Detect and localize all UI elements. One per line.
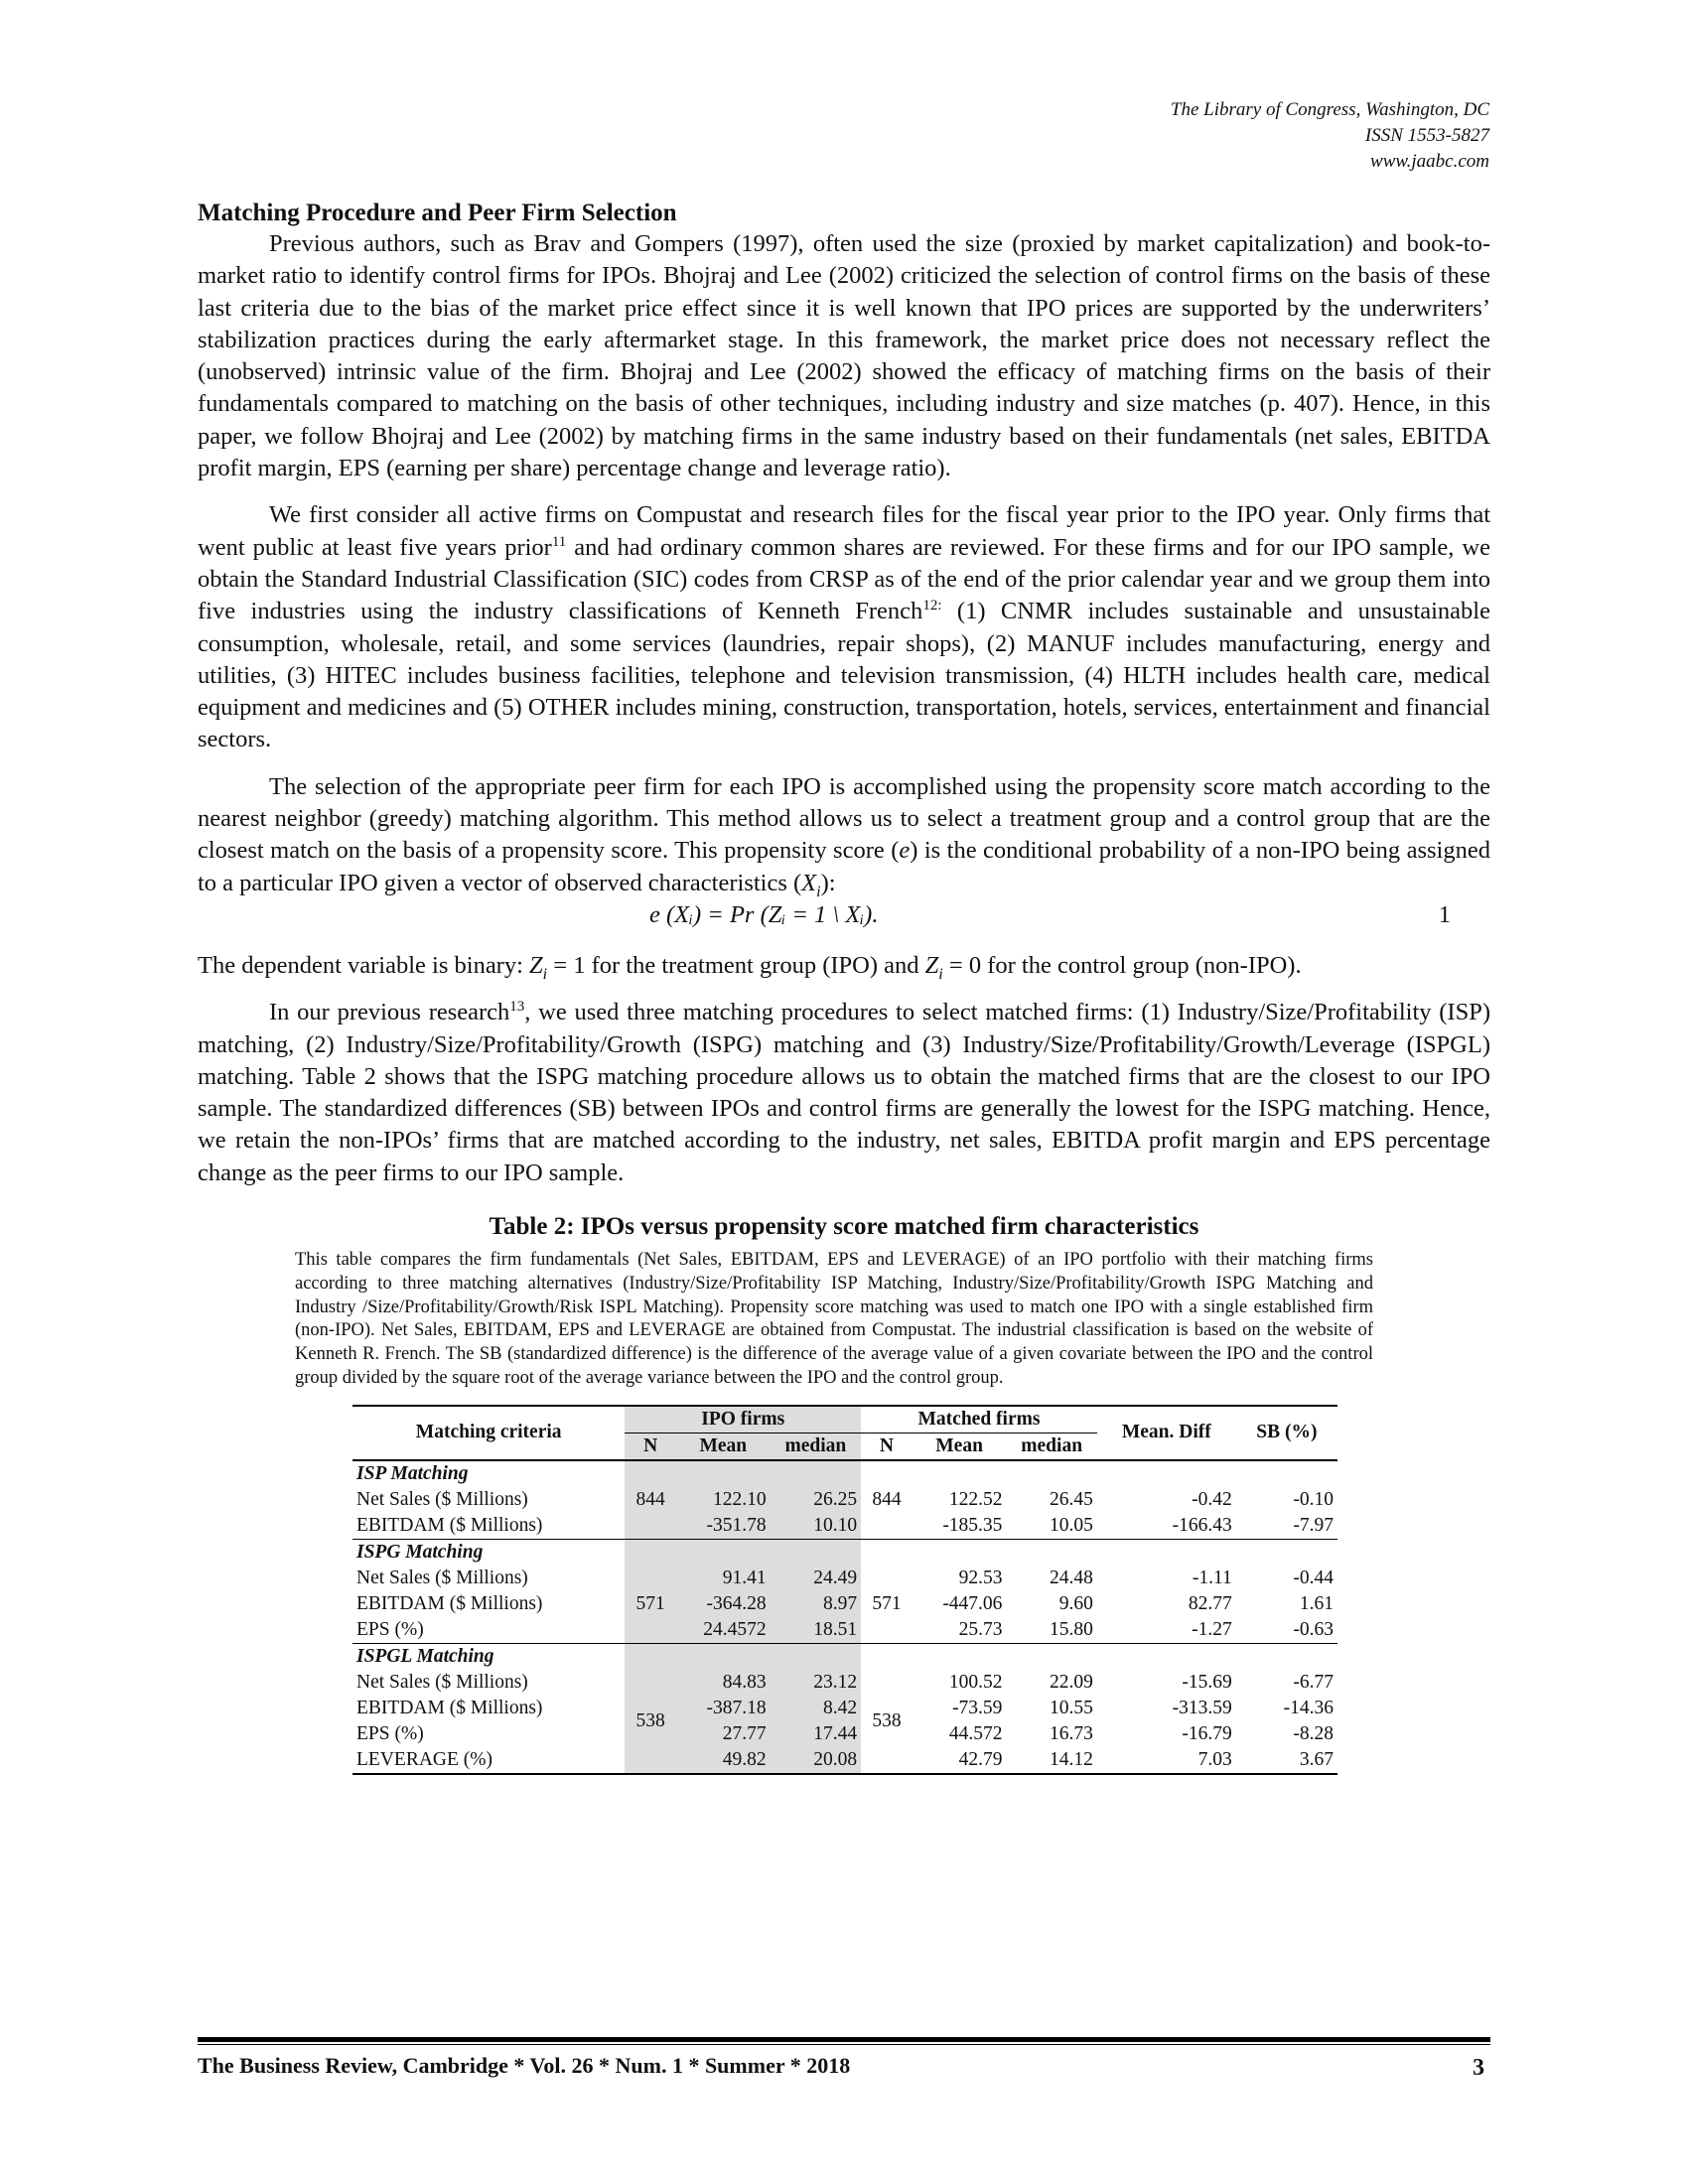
ipo-n-isp: 844 <box>625 1487 676 1540</box>
matched-n-ispgl: 538 <box>872 1709 902 1731</box>
header-sb: SB (%) <box>1236 1406 1337 1460</box>
paragraph-3: The selection of the appropriate peer firm for each IPO is accomplished using the propensity score match according to the nearest neighbor (greedy) matching algorithm. This method allows us to select a treatment group and a control group that are the closest match on the basis of a propensity score. This propensity score (e) is the conditional probability of a non-IPO being assigned to a particular IPO given a vector of observed characteristics $(X_i)$: <box>198 772 1490 900</box>
footnote-ref-11[interactable]: 11 <box>551 533 567 550</box>
table-title: Table 2: IPOs versus propensity score matched firm characteristics <box>489 1213 1199 1241</box>
main-content <box>198 199 1490 1775</box>
header-criteria: Matching criteria <box>352 1406 625 1460</box>
paragraph-2: We first consider all active firms on Compustat and research files for the fiscal year prior to the IPO year. Only firms that went public at least five years prior$^{11}$ and had ordinary common shares are reviewed. For these firms and for our IPO sample, we obtain the Standard Industrial Classification (SIC) codes from CRSP as of the end of the prior calendar year and we group them into five industries using the industry classifications of Kenneth French$^{12:}$ (1) CNMR includes sustainable and unsustainable consumption, wholesale, retail, and some services (laundries, repair shops), (2) MANUF includes manufacturing, energy and utilities, (3) HITEC includes business facilities, telephone and television transmission, (4) HLTH includes health care, medical equipment and medicines and (5) OTHER includes mining, construction, transportation, hotels, services, entertainment and financial sectors. <box>198 501 1490 753</box>
footnote-ref-12[interactable]: 12: <box>922 598 942 614</box>
header-matched-mean: Mean <box>935 1434 983 1456</box>
table-row: EBITDAM ($ Millions) -364.28 8.97 -447.06 9.60 82.77 1.61 <box>352 1591 1337 1617</box>
header-mean-diff: Mean. Diff <box>1097 1406 1236 1460</box>
table-row: EPS (%) 24.4572 18.51 25.73 15.80 -1.27 -0.63 <box>352 1617 1337 1644</box>
header-ipo-n: N <box>625 1433 676 1460</box>
matched-n-ispg: 571 <box>872 1592 902 1614</box>
group-header-isp: ISP Matching <box>352 1460 1337 1487</box>
equation-1 <box>198 899 1490 935</box>
footer-rule-thick <box>198 2037 1490 2042</box>
group-header-ispg: ISPG Matching <box>352 1539 1337 1566</box>
header-line-3: www.jaabc.com <box>1370 151 1489 172</box>
section-title: Matching Procedure and Peer Firm Selection <box>198 200 677 226</box>
table-row: Net Sales ($ Millions) 844 122.10 26.25 844 122.52 26.45 -0.42 -0.10 <box>352 1487 1337 1513</box>
footer-rule-thin <box>198 2044 1490 2045</box>
matched-n-isp: 844 <box>872 1488 902 1510</box>
header-ipo-mean: Mean <box>676 1433 771 1460</box>
paragraph-1: Previous authors, such as Brav and Gompers (1997), often used the size (proxied by market capitalization) and book-to-market ratio to identify control firms for IPOs. Bhojraj and Lee (2002) criticized the selection of control firms on the basis of these last criteria due to the bias of the market price effect since it is well known that IPO prices are supported by the underwriters’ stabilization practices during the early aftermarket stage. In this framework, the market price does not necessary reflect the (unobserved) intrinsic value of the firm. Bhojraj and Lee (2002) showed the efficacy of matching firms on the basis of their fundamentals compared to matching on the basis of other techniques, including industry and size matches (p. 407). Hence, in this paper, we follow Bhojraj and Lee (2002) by matching firms in the same industry based on their fundamentals (net sales, EBITDA profit margin, EPS (earning per share) percentage change and leverage ratio). <box>198 230 1490 482</box>
table-row: Net Sales ($ Millions) 571 91.41 24.49 571 92.53 24.48 -1.11 -0.44 <box>352 1566 1337 1591</box>
header-ipo-median: median <box>771 1433 861 1460</box>
page-number: 3 <box>1473 2055 1484 2081</box>
table-caption: This table compares the firm fundamentals (Net Sales, EBITDAM, EPS and LEVERAGE) of an IPO portfolio with their matching firms according to three matching alternatives (Industry/Size/Profitability ISP Matching, Industry/Size/Profitability/Growth ISPG Matching and Industry /Size/Profitability/Growth/Risk ISPL Matching). Propensity score matching was used to match one IPO with a single established firm (non-IPO). Net Sales, EBITDAM, EPS and LEVERAGE are obtained from Compustat. The industrial classification is based on the website of Kenneth R. French. The SB (standardized difference) is the difference of the average value of a given covariate between the IPO and the control group divided by the square root of the average variance between the IPO and the control group. <box>295 1250 1373 1388</box>
equation-number: 1 <box>1438 900 1451 928</box>
equation-formula: e (Xᵢ) = Pr (Zᵢ = 1 \ Xᵢ). <box>649 900 879 928</box>
table-row: EPS (%) 27.77 17.44 44.572 16.73 -16.79 -8.28 <box>352 1721 1337 1747</box>
ipo-n-ispg: 571 <box>625 1566 676 1644</box>
running-header <box>1171 97 1489 175</box>
paragraph-5: In our previous research$^{13}$, we used three matching procedures to select matched firms: (1) Industry/Size/Profitability (ISP) matching, (2) Industry/Size/Profitability/Growth (ISPG) matching and (3) Industry/Size/Profitability/Growth/Leverage (ISPGL) matching. Table 2 shows that the ISPG matching procedure allows us to obtain the matched firms that are the closest to our IPO sample. The standardized differences (SB) between IPOs and control firms are generally the lowest for the ISPG matching. Hence, we retain the non-IPOs’ firms that are matched according to the industry, net sales, EBITDA profit margin and EPS percentage change as the peer firms to our IPO sample. <box>198 999 1490 1186</box>
footnote-ref-13[interactable]: 13 <box>509 999 525 1016</box>
footer-journal: The Business Review, Cambridge * Vol. 26 * Num. 1 * Summer * 2018 <box>198 2053 851 2078</box>
page-footer <box>198 2037 1490 2079</box>
header-matched-firms: Matched firms <box>861 1406 1097 1433</box>
table-row: Net Sales ($ Millions) 538 84.83 23.12 538 100.52 22.09 -15.69 -6.77 <box>352 1670 1337 1696</box>
paragraph-4: The dependent variable is binary: $Z_i = 1$ for the treatment group (IPO) and $Z_i = 0$ for the control group (non-IPO). <box>198 951 1302 983</box>
ipo-n-ispgl: 538 <box>625 1670 676 1774</box>
table-row: EBITDAM ($ Millions) -387.18 8.42 -73.59 10.55 -313.59 -14.36 <box>352 1696 1337 1721</box>
header-line-1: The Library of Congress, Washington, DC <box>1170 99 1489 120</box>
group-header-ispgl: ISPGL Matching <box>352 1643 1337 1670</box>
header-ipo-firms: IPO firms <box>625 1406 861 1433</box>
header-matched-n: N <box>879 1434 894 1456</box>
header-matched-median: median <box>1021 1434 1083 1456</box>
header-line-2: ISSN 1553-5827 <box>1364 125 1489 146</box>
results-table <box>352 1405 1337 1775</box>
table-row: LEVERAGE (%) 49.82 20.08 42.79 14.12 7.03 3.67 <box>352 1747 1337 1774</box>
table-row: EBITDAM ($ Millions) -351.78 10.10 -185.35 10.05 -166.43 -7.97 <box>352 1513 1337 1540</box>
